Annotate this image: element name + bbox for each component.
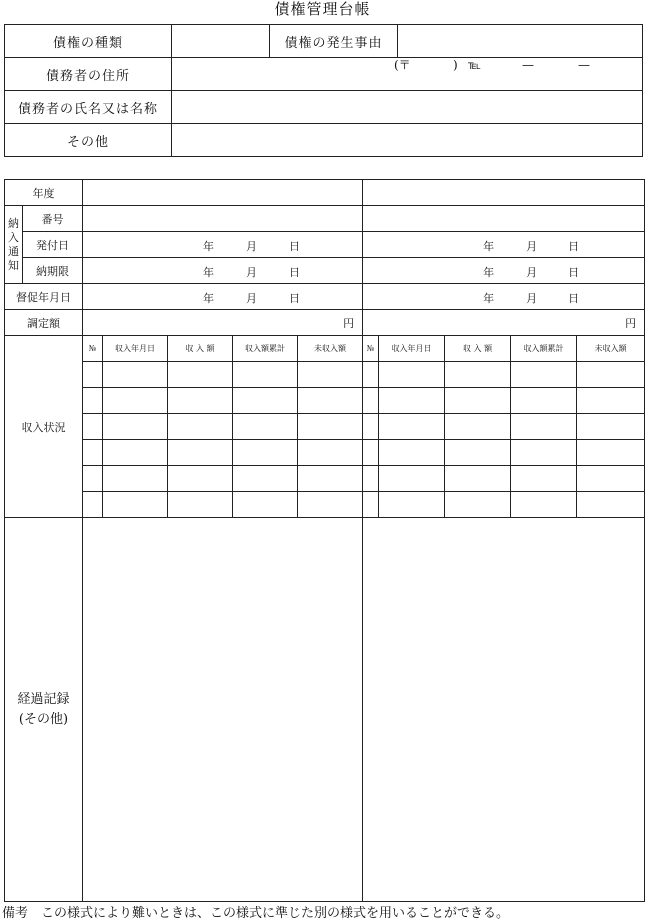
income-cell[interactable]: [298, 466, 363, 492]
income-row: [5, 414, 645, 440]
month-char: 月: [526, 240, 538, 253]
income-cell[interactable]: [168, 388, 233, 414]
day-char: 日: [289, 266, 300, 279]
income-header-no: №: [363, 336, 379, 362]
income-row: [5, 466, 645, 492]
reminder-field-left[interactable]: [83, 284, 363, 310]
income-cell[interactable]: [363, 388, 379, 414]
income-header-cumulative: 収入額累計: [511, 336, 577, 362]
income-header-date: 収入年月日: [379, 336, 445, 362]
income-cell[interactable]: [103, 440, 168, 466]
month-char: 月: [246, 240, 257, 253]
remarks-note: 備考 この様式により難いときは、この様式に準じた別の様式を用いることができる。: [2, 906, 510, 921]
year-char: 年: [483, 266, 495, 279]
income-cell[interactable]: [298, 414, 363, 440]
month-char: 月: [526, 266, 538, 279]
income-cell[interactable]: [577, 466, 645, 492]
assessed-label: 調定額: [5, 310, 83, 336]
income-header-unpaid: 未収入額: [577, 336, 645, 362]
issue-date-field-right[interactable]: [363, 232, 645, 258]
income-cell[interactable]: [511, 466, 577, 492]
income-row: [5, 388, 645, 414]
due-date-field-left[interactable]: [83, 258, 363, 284]
income-cell[interactable]: [379, 492, 445, 518]
claim-type-label: 債権の種類: [5, 25, 172, 58]
income-row: [5, 362, 645, 388]
income-cell[interactable]: [83, 362, 103, 388]
income-cell[interactable]: [168, 362, 233, 388]
income-cell[interactable]: [577, 388, 645, 414]
year-label: 年度: [5, 180, 83, 206]
tel-dash-2: —: [578, 58, 590, 72]
income-cell[interactable]: [233, 492, 298, 518]
income-cell[interactable]: [83, 414, 103, 440]
income-cell[interactable]: [511, 362, 577, 388]
income-cell[interactable]: [577, 492, 645, 518]
income-cell[interactable]: [298, 492, 363, 518]
history-sub-label: (その他): [18, 711, 69, 727]
history-field-left[interactable]: [83, 518, 363, 902]
income-cell[interactable]: [577, 440, 645, 466]
income-cell[interactable]: [298, 440, 363, 466]
income-header-cumulative: 収入額累計: [233, 336, 298, 362]
year-char: 年: [203, 240, 214, 253]
income-cell[interactable]: [233, 414, 298, 440]
income-row: [5, 492, 645, 518]
income-cell[interactable]: [379, 388, 445, 414]
year-char: 年: [483, 240, 495, 253]
issue-date-field-left[interactable]: [83, 232, 363, 258]
history-field-right[interactable]: [363, 518, 645, 902]
income-header-no: №: [83, 336, 103, 362]
income-header-amount: 収 入 額: [168, 336, 233, 362]
day-char: 日: [568, 292, 580, 305]
claim-cause-field[interactable]: [398, 25, 643, 58]
month-char: 月: [246, 292, 257, 305]
page-title: 債権管理台帳: [274, 0, 371, 18]
debtor-address-label: 債務者の住所: [5, 58, 172, 91]
debtor-name-label: 債務者の氏名又は名称: [5, 91, 172, 124]
history-label-text: 経過記録: [17, 691, 70, 707]
assessed-field-right[interactable]: 円: [363, 310, 645, 336]
income-cell[interactable]: [363, 414, 379, 440]
income-cell[interactable]: [445, 388, 511, 414]
income-cell[interactable]: [363, 466, 379, 492]
other-label: その他: [5, 124, 172, 157]
income-cell[interactable]: [103, 362, 168, 388]
history-label: [5, 518, 83, 902]
other-field[interactable]: [172, 124, 643, 157]
due-date-field-right[interactable]: [363, 258, 645, 284]
day-char: 日: [568, 266, 580, 279]
number-field-left[interactable]: [83, 206, 363, 232]
reminder-field-right[interactable]: [363, 284, 645, 310]
management-table: [4, 179, 645, 902]
income-status-label: 収入状況: [5, 336, 83, 518]
income-cell[interactable]: [103, 466, 168, 492]
number-label: 番号: [23, 206, 83, 232]
income-cell[interactable]: [445, 440, 511, 466]
claim-cause-label: 債権の発生事由: [270, 25, 398, 58]
income-row: [5, 440, 645, 466]
tel-label: ℡: [468, 58, 481, 72]
day-char: 日: [289, 292, 300, 305]
income-cell[interactable]: [168, 466, 233, 492]
assessed-field-left[interactable]: 円: [83, 310, 363, 336]
income-cell[interactable]: [379, 440, 445, 466]
income-cell[interactable]: [233, 466, 298, 492]
income-cell[interactable]: [445, 492, 511, 518]
year-field-left[interactable]: [83, 180, 363, 206]
postal-open: (〒: [394, 58, 411, 72]
year-char: 年: [483, 292, 495, 305]
income-cell[interactable]: [83, 440, 103, 466]
income-cell[interactable]: [511, 440, 577, 466]
income-cell[interactable]: [233, 362, 298, 388]
income-cell[interactable]: [363, 492, 379, 518]
income-cell[interactable]: [83, 492, 103, 518]
income-cell[interactable]: [168, 440, 233, 466]
notice-group-label: [5, 206, 23, 284]
income-header-date: 収入年月日: [103, 336, 168, 362]
income-cell[interactable]: [445, 362, 511, 388]
claim-info-table: [4, 24, 643, 157]
year-char: 年: [203, 292, 214, 305]
income-cell[interactable]: [298, 362, 363, 388]
notice-group-text: 納入通知: [8, 216, 19, 272]
income-cell[interactable]: [577, 414, 645, 440]
income-cell[interactable]: [233, 440, 298, 466]
income-cell[interactable]: [379, 414, 445, 440]
income-cell[interactable]: [83, 388, 103, 414]
reminder-label: 督促年月日: [5, 284, 83, 310]
income-cell[interactable]: [379, 466, 445, 492]
income-header-unpaid: 未収入額: [298, 336, 363, 362]
debtor-name-field[interactable]: [172, 91, 643, 124]
income-cell[interactable]: [103, 414, 168, 440]
income-cell[interactable]: [577, 362, 645, 388]
income-cell[interactable]: [168, 414, 233, 440]
issue-date-label: 発付日: [23, 232, 83, 258]
income-cell[interactable]: [103, 492, 168, 518]
postal-close: ): [453, 58, 458, 72]
income-cell[interactable]: [445, 414, 511, 440]
income-cell[interactable]: [363, 440, 379, 466]
income-cell[interactable]: [511, 492, 577, 518]
day-char: 日: [568, 240, 580, 253]
month-char: 月: [246, 266, 257, 279]
income-cell[interactable]: [511, 388, 577, 414]
tel-dash-1: —: [522, 58, 534, 72]
year-field-right[interactable]: [363, 180, 645, 206]
income-cell[interactable]: [298, 388, 363, 414]
number-field-right[interactable]: [363, 206, 645, 232]
day-char: 日: [289, 240, 300, 253]
income-cell[interactable]: [168, 492, 233, 518]
income-header-amount: 収 入 額: [445, 336, 511, 362]
income-cell[interactable]: [83, 466, 103, 492]
due-date-label: 納期限: [23, 258, 83, 284]
income-cell[interactable]: [233, 388, 298, 414]
income-cell[interactable]: [103, 388, 168, 414]
income-cell[interactable]: [445, 466, 511, 492]
year-char: 年: [203, 266, 214, 279]
debtor-address-field[interactable]: [172, 58, 643, 91]
income-cell[interactable]: [379, 362, 445, 388]
month-char: 月: [526, 292, 538, 305]
income-cell[interactable]: [511, 414, 577, 440]
income-cell[interactable]: [363, 362, 379, 388]
claim-type-field[interactable]: [172, 25, 270, 58]
